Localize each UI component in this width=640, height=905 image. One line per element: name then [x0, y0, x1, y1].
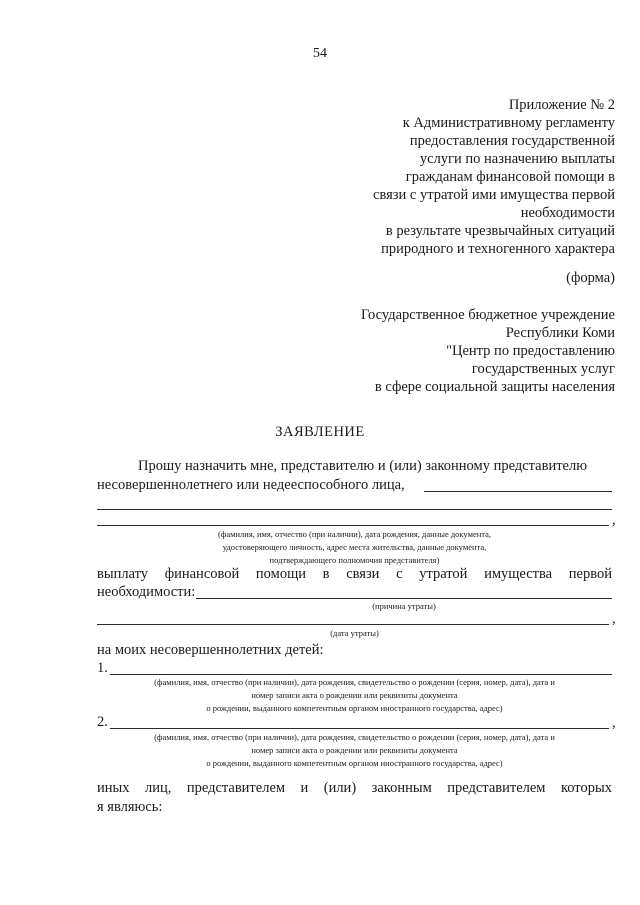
appendix-line: необходимости — [520, 205, 615, 221]
recipient-line: "Центр по предоставлению — [446, 343, 615, 359]
applicant-field-line[interactable] — [97, 525, 609, 526]
appendix-line: связи с утратой ими имущества первой — [373, 187, 615, 203]
appendix-line: к Административному регламенту — [402, 115, 615, 131]
child-2-number: 2. — [97, 714, 108, 730]
recipient-line: Республики Коми — [505, 325, 615, 341]
request-text-line2: несовершеннолетнего или недееспособного лица, — [97, 477, 405, 493]
recipient-line: государственных услуг — [471, 361, 615, 377]
field-comma: , — [612, 512, 616, 528]
applicant-field-line[interactable] — [424, 491, 612, 492]
payment-text-line: выплату финансовой помощи в связи с утратой имущества первой — [97, 566, 612, 582]
field-comma: , — [612, 715, 616, 731]
child-1-field-line[interactable] — [110, 674, 612, 675]
appendix-line: природного и техногенного характера — [381, 241, 615, 257]
necessity-label: необходимости: — [97, 584, 196, 600]
child-2-field-line[interactable] — [110, 728, 609, 729]
document-title: ЗАЯВЛЕНИЕ — [275, 424, 365, 440]
recipient-line: Государственное бюджетное учреждение — [360, 307, 615, 323]
request-text-line1: Прошу назначить мне, представителю и (или) законному представителю — [138, 458, 588, 474]
appendix-line: услуги по назначению выплаты — [419, 151, 615, 167]
caption-child-2: (фамилия, имя, отчество (при наличии), дата рождения, свидетельство о рождении (серия, номер, дата), дата и номер записи акта о рождении или реквизиты документа о рождении, выданного компетентным органом иностранного государства, адрес) — [154, 732, 555, 768]
recipient-line: в сфере социальной защиты населения — [374, 379, 615, 395]
others-label: я являюсь: — [97, 799, 163, 815]
caption-person: (фамилия, имя, отчество (при наличии), дата рождения, данные документа, удостоверяющего личность, адрес места жительства, данные документа, подтверждающего полномочия представителя) — [217, 529, 491, 565]
field-comma: , — [612, 611, 616, 627]
date-field-line[interactable] — [97, 624, 609, 625]
others-text-line: иных лиц, представителем и (или) законным представителем которых — [97, 780, 612, 796]
appendix-line: предоставления государственной — [409, 133, 615, 149]
form-label: (форма) — [566, 270, 615, 286]
applicant-field-line[interactable] — [97, 509, 612, 510]
reason-field-line[interactable] — [196, 598, 612, 599]
recipient-block — [361, 306, 615, 396]
appendix-line: Приложение № 2 — [508, 97, 615, 113]
caption-date: (дата утраты) — [330, 628, 379, 638]
caption-reason: (причина утраты) — [372, 601, 436, 611]
child-1-number: 1. — [97, 660, 108, 676]
caption-child-1: (фамилия, имя, отчество (при наличии), дата рождения, свидетельство о рождении (серия, номер, дата), дата и номер записи акта о рождении или реквизиты документа о рождении, выданного компетентным органом иностранного государства, адрес) — [154, 677, 555, 713]
appendix-line: гражданам финансовой помощи в — [405, 169, 615, 185]
appendix-line: в результате чрезвычайных ситуаций — [385, 223, 615, 239]
page-number: 54 — [313, 46, 327, 61]
children-label: на моих несовершеннолетних детей: — [97, 642, 324, 658]
appendix-header — [373, 96, 615, 258]
